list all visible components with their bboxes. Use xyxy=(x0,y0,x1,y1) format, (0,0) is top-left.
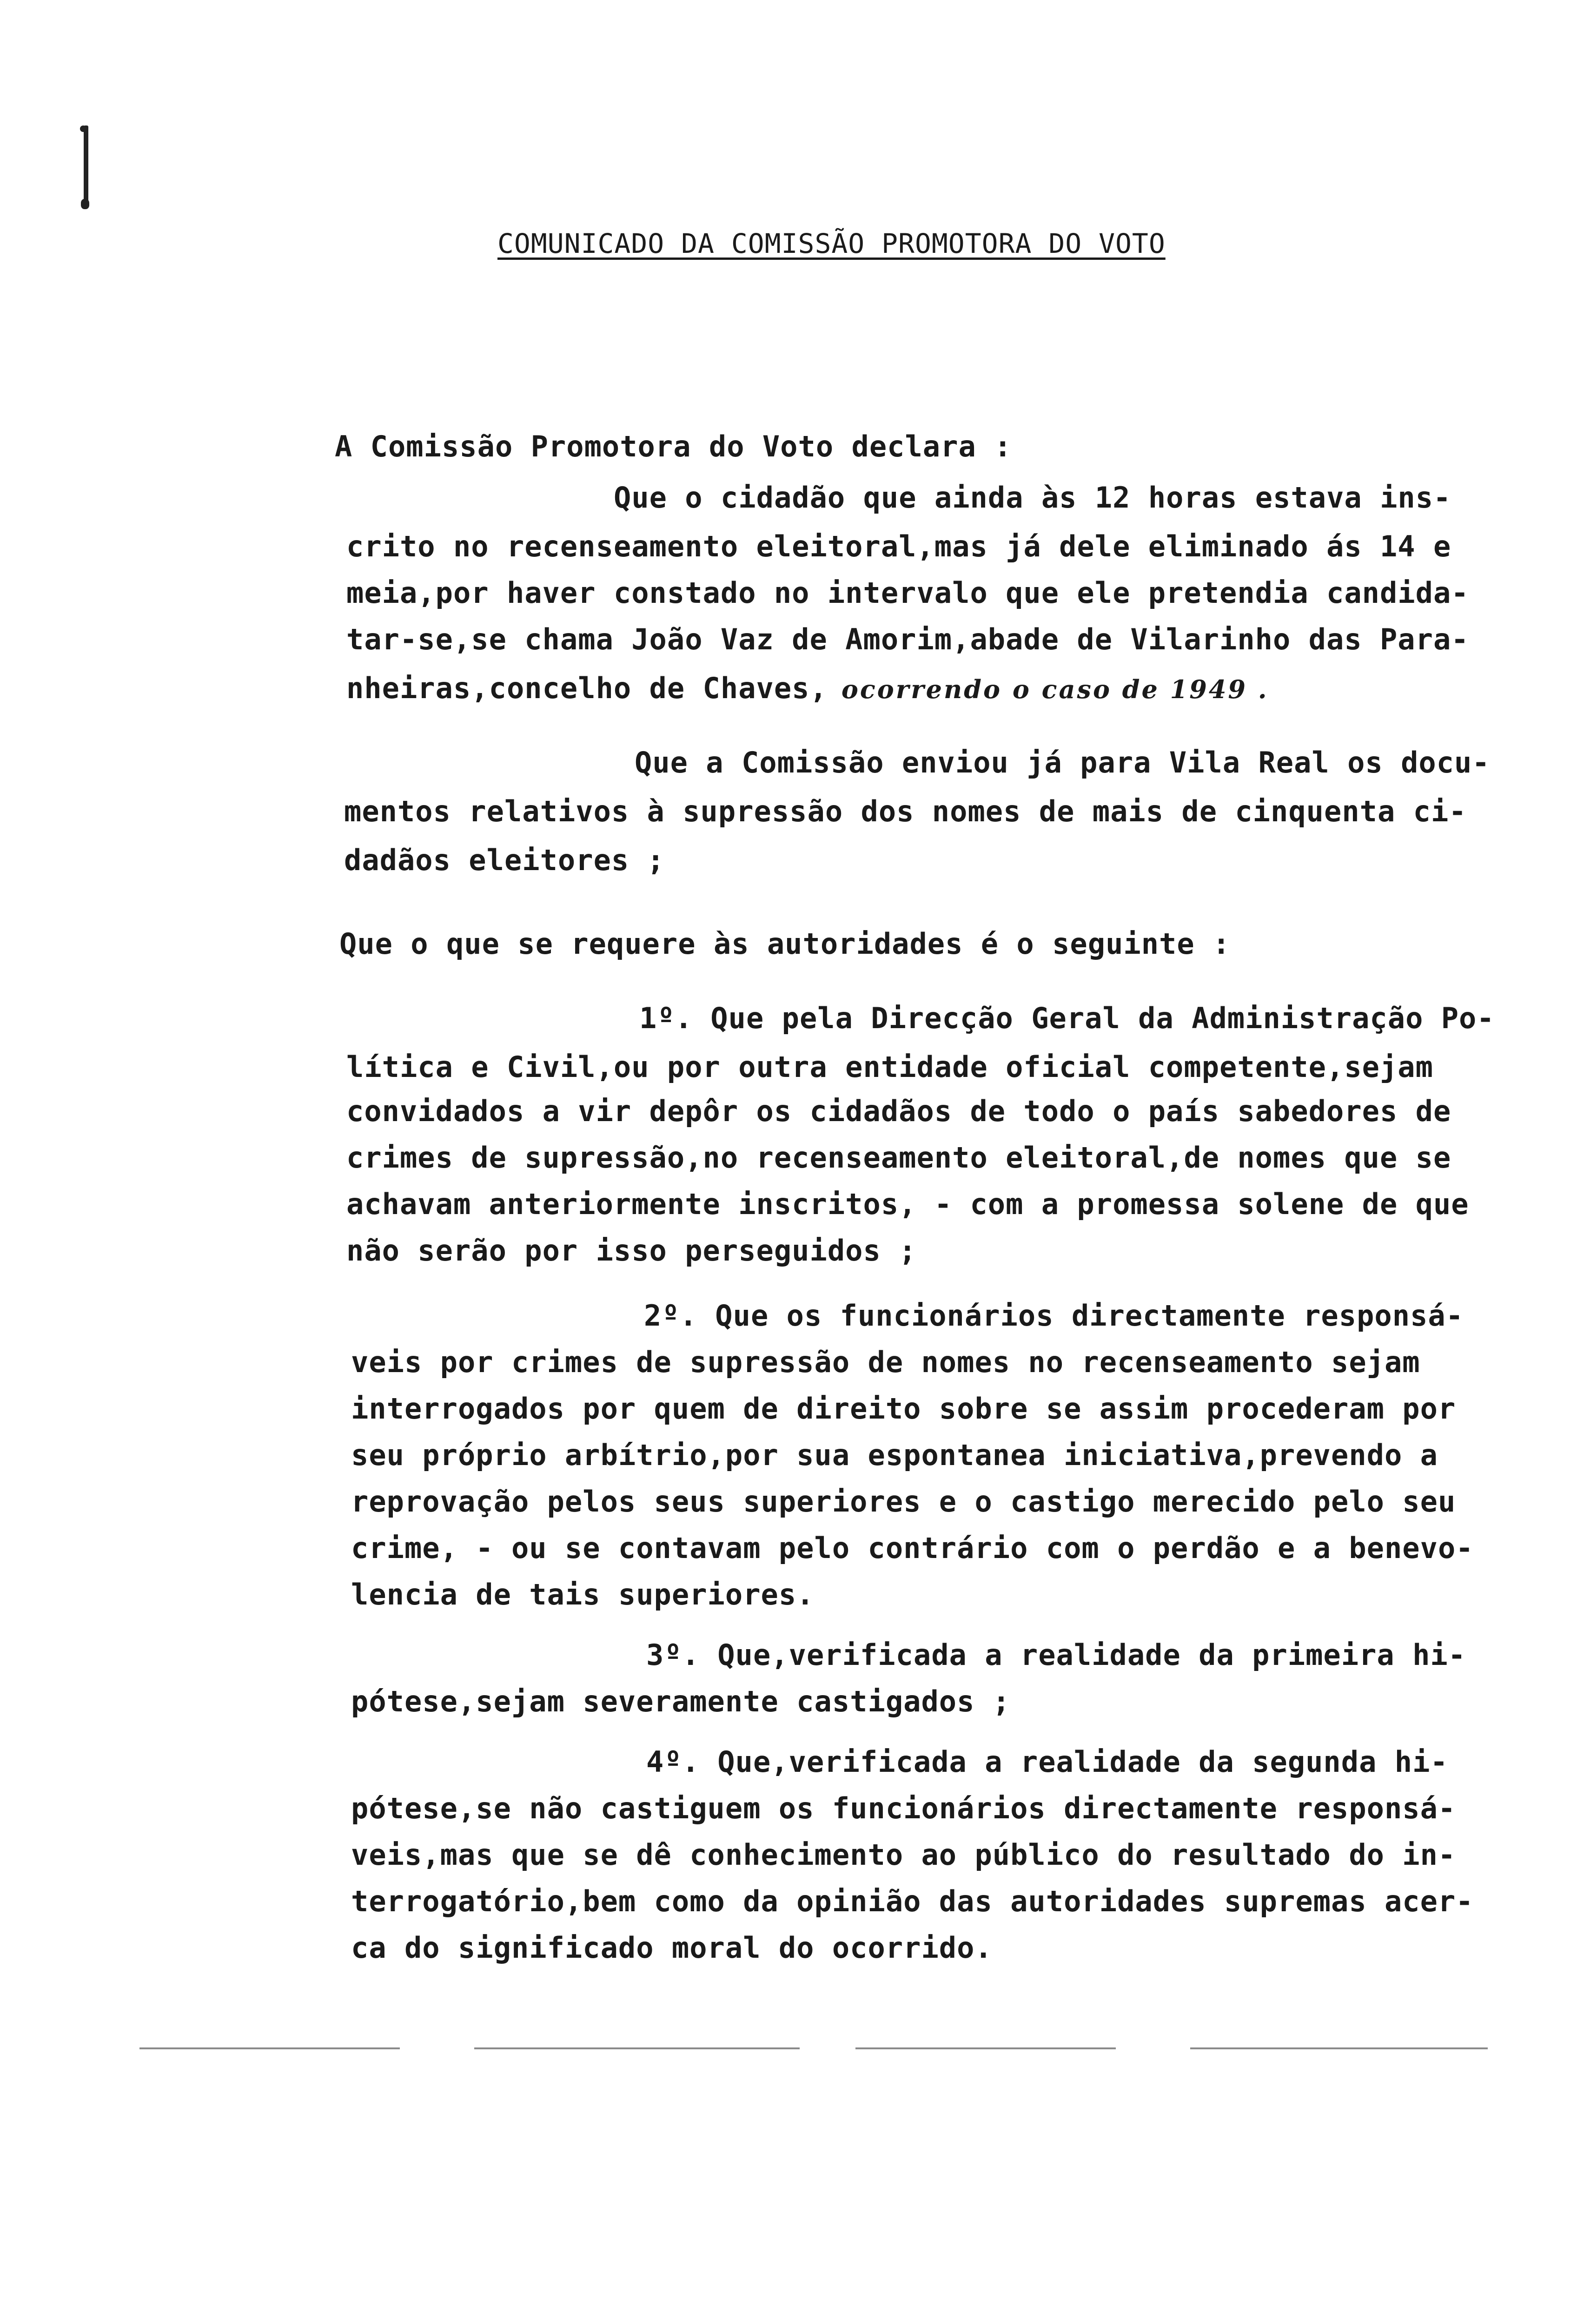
text-line-content: nheiras,concelho de Chaves, xyxy=(346,671,828,705)
margin-mark xyxy=(84,125,88,205)
text-line xyxy=(344,794,1467,828)
text-line xyxy=(635,748,1490,777)
text-line-content: A Comissão Promotora do Voto declara : xyxy=(335,429,1012,463)
text-line-content: veis,mas que se dê conhecimento ao público do resultado do in- xyxy=(351,1838,1456,1872)
text-line-content: crito no recenseamento eleitoral,mas já dele eliminado ás 14 e xyxy=(346,529,1451,563)
text-line xyxy=(646,1745,1448,1779)
text-line-content: meia,por haver constado no intervalo que ele pretendia candida- xyxy=(346,576,1469,610)
text-line-content: ca do significado moral do ocorrido. xyxy=(351,1931,993,1965)
handwritten-note: ocorrendo o caso de 1949 . xyxy=(841,674,1269,704)
text-line-content: lencia de tais superiores. xyxy=(351,1578,815,1611)
text-line xyxy=(351,1580,815,1609)
text-line xyxy=(614,481,1451,515)
text-line xyxy=(646,1638,1466,1672)
text-line xyxy=(346,1234,917,1268)
page-rule xyxy=(1190,2047,1488,2049)
text-line-content: 4º. Que,verificada a realidade da segunda hi- xyxy=(646,1745,1448,1779)
text-line-content: mentos relativos à supressão dos nomes de mais de cinquenta ci- xyxy=(344,794,1467,828)
text-line-content: lítica e Civil,ou por outra entidade oficial competente,sejam xyxy=(346,1050,1433,1084)
text-line-content: pótese,se não castiguem os funcionários directamente responsá- xyxy=(351,1791,1456,1825)
text-line-content: achavam anteriormente inscritos, - com a promessa solene de que xyxy=(346,1187,1469,1221)
text-line xyxy=(344,843,665,877)
text-line xyxy=(346,1141,1451,1175)
page-rule xyxy=(139,2047,400,2049)
text-line xyxy=(351,1931,993,1965)
text-line-content: veis por crimes de supressão de nomes no recenseamento sejam xyxy=(351,1345,1420,1379)
text-line xyxy=(346,671,1269,705)
page-rule xyxy=(855,2047,1116,2049)
text-line-content: seu próprio arbítrio,por sua espontanea iniciativa,prevendo a xyxy=(351,1438,1438,1472)
text-line xyxy=(351,1485,1456,1519)
page-rule xyxy=(474,2047,800,2049)
text-line-content: Que a Comissão enviou já para Vila Real os docu- xyxy=(635,746,1490,779)
text-line xyxy=(346,622,1469,656)
text-line xyxy=(639,1001,1495,1035)
text-line xyxy=(351,1838,1456,1872)
text-line-content: reprovação pelos seus superiores e o castigo merecido pelo seu xyxy=(351,1485,1456,1519)
text-line xyxy=(351,1438,1438,1472)
text-line-content: 2º. Que os funcionários directamente responsá- xyxy=(644,1299,1464,1333)
text-line-content: 3º. Que,verificada a realidade da primeira hi- xyxy=(646,1638,1466,1672)
text-line xyxy=(351,1531,1474,1565)
text-line-content: pótese,sejam severamente castigados ; xyxy=(351,1684,1011,1718)
text-line xyxy=(346,1094,1451,1128)
text-line-content: crimes de supressão,no recenseamento eleitoral,de nomes que se xyxy=(346,1141,1451,1175)
text-line xyxy=(351,1791,1456,1825)
text-line-content: interrogados por quem de direito sobre se assim procederam por xyxy=(351,1392,1456,1426)
text-line xyxy=(351,1684,1011,1718)
text-line xyxy=(351,1345,1420,1379)
text-line xyxy=(351,1392,1456,1426)
text-line xyxy=(351,1884,1474,1918)
text-line xyxy=(644,1299,1464,1333)
text-line xyxy=(346,529,1451,563)
text-line-content: tar-se,se chama João Vaz de Amorim,abade de Vilarinho das Para- xyxy=(346,622,1469,656)
text-line xyxy=(346,1187,1469,1221)
text-line xyxy=(346,1050,1433,1084)
text-line xyxy=(339,927,1231,961)
document-title: COMUNICADO DA COMISSÃO PROMOTORA DO VOTO xyxy=(497,228,1166,259)
text-line-content: Que o cidadão que ainda às 12 horas estava ins- xyxy=(614,481,1451,515)
text-line-content: terrogatório,bem como da opinião das autoridades supremas acer- xyxy=(351,1884,1474,1918)
text-line-content: 1º. Que pela Direcção Geral da Administração Po- xyxy=(639,1001,1495,1035)
text-line xyxy=(335,429,1012,463)
text-line-content: convidados a vir depôr os cidadãos de todo o país sabedores de xyxy=(346,1094,1451,1128)
text-line-content: não serão por isso perseguidos ; xyxy=(346,1234,917,1268)
text-line-content: dadãos eleitores ; xyxy=(344,843,665,877)
text-line xyxy=(346,576,1469,610)
text-line-content: Que o que se requere às autoridades é o seguinte : xyxy=(339,927,1231,961)
text-line-content: crime, - ou se contavam pelo contrário com o perdão e a benevo- xyxy=(351,1531,1474,1565)
